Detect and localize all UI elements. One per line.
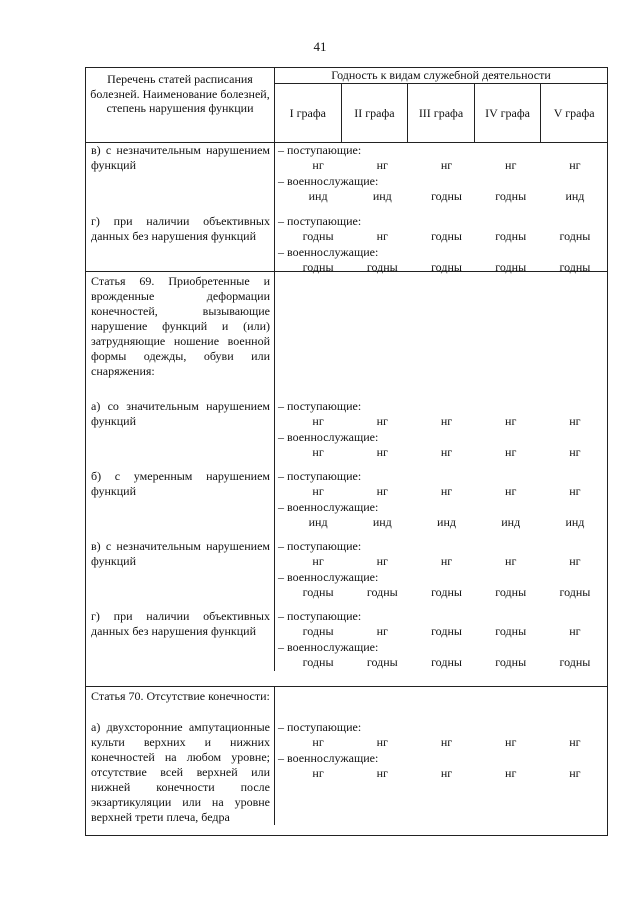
value-cell: годны <box>431 655 462 669</box>
value-cell: годны <box>302 229 334 243</box>
servicemen-label: – военнослужащие: <box>278 500 379 514</box>
value-cell: годны <box>431 189 462 203</box>
value-cell: годны <box>495 189 527 203</box>
value-cell: нг <box>376 735 388 749</box>
entrants-values <box>278 413 607 430</box>
entrants-values <box>278 228 607 245</box>
value-cell: нг <box>569 766 581 780</box>
value-cell: инд <box>308 189 328 203</box>
entrants-label: – поступающие: <box>278 539 362 553</box>
value-cell: годны <box>559 585 591 599</box>
servicemen-label: – военнослужащие: <box>278 640 379 654</box>
value-cell: инд <box>372 515 392 529</box>
value-cell: инд <box>565 189 585 203</box>
value-cell: годны <box>366 585 398 599</box>
servicemen-label: – военнослужащие: <box>278 751 379 765</box>
table-row <box>86 539 607 601</box>
value-cell: нг <box>505 554 517 568</box>
value-cell: годны <box>302 655 334 669</box>
fitness-table <box>85 67 608 836</box>
servicemen-values <box>278 765 607 782</box>
value-cell: инд <box>501 515 521 529</box>
header-column-5: V графа <box>553 105 595 120</box>
servicemen-label: – военнослужащие: <box>278 174 379 188</box>
table-section <box>86 143 607 272</box>
entrants-values <box>278 483 607 500</box>
value-cell: нг <box>569 554 581 568</box>
header-column-2: II графа <box>342 84 409 142</box>
row-description: а) со значительным нарушением функций <box>86 399 275 461</box>
value-cell: нг <box>569 624 581 638</box>
value-cell: нг <box>312 484 324 498</box>
entrants-values <box>278 157 607 174</box>
value-cell: нг <box>569 158 581 172</box>
value-cell: нг <box>312 735 324 749</box>
value-cell: нг <box>505 158 517 172</box>
row-description: г) при наличии объективных данных без нарушения функций <box>86 214 275 276</box>
value-cell: годны <box>431 624 462 638</box>
value-cell: нг <box>376 158 388 172</box>
header-list-of-articles: Перечень статей расписания болезней. Наименование болезней, степень нарушения функции <box>86 68 275 142</box>
value-cell: нг <box>376 445 388 459</box>
value-cell: годны <box>366 655 398 669</box>
header-column-1: I графа <box>275 84 342 142</box>
table-header <box>86 68 607 143</box>
value-cell: нг <box>440 414 453 428</box>
table-section <box>86 272 607 687</box>
value-cell: годны <box>495 585 527 599</box>
page-number: 41 <box>313 39 327 54</box>
table-row <box>86 609 607 671</box>
value-cell: годны <box>431 260 462 274</box>
value-cell: годны <box>431 585 462 599</box>
table-row <box>86 399 607 461</box>
servicemen-label: – военнослужащие: <box>278 570 379 584</box>
entrants-label: – поступающие: <box>278 609 362 623</box>
entrants-label: – поступающие: <box>278 720 362 734</box>
value-cell: нг <box>505 766 517 780</box>
value-cell: нг <box>376 229 388 243</box>
entrants-values <box>278 734 607 751</box>
row-description: в) с незначительным нарушением функций <box>86 143 275 205</box>
value-cell: нг <box>440 554 453 568</box>
row-description: в) с незначительным нарушением функций <box>86 539 275 601</box>
servicemen-values <box>278 584 607 601</box>
servicemen-values <box>278 444 607 461</box>
value-cell: нг <box>569 445 581 459</box>
value-cell: нг <box>505 484 517 498</box>
value-cell: нг <box>312 158 324 172</box>
entrants-values <box>278 623 607 640</box>
value-cell: нг <box>312 766 324 780</box>
value-cell: нг <box>440 735 453 749</box>
value-cell: инд <box>437 515 456 529</box>
entrants-label: – поступающие: <box>278 214 362 228</box>
value-cell: нг <box>312 554 324 568</box>
value-cell: нг <box>505 414 517 428</box>
value-cell: нг <box>440 484 453 498</box>
table-row <box>86 720 607 825</box>
value-cell: годны <box>559 260 591 274</box>
value-cell: нг <box>376 554 388 568</box>
value-cell: нг <box>505 735 517 749</box>
row-description: г) при наличии объективных данных без нарушения функций <box>86 609 275 671</box>
article-title: Статья 70. Отсутствие конечности: <box>86 687 275 704</box>
value-cell: инд <box>565 515 585 529</box>
value-cell: нг <box>376 766 388 780</box>
value-cell: нг <box>376 484 388 498</box>
value-cell: нг <box>376 624 388 638</box>
value-cell: нг <box>505 445 517 459</box>
row-description: б) с умеренным нарушением функций <box>86 469 275 531</box>
value-cell: годны <box>302 585 334 599</box>
row-description: а) двухсторонние ампутационные культи верхних и нижних конечностей на любом уровне; отсутствие всей верхней или нижней конечности после экзартикуляции или на уровне верхней трети плеча, бедра <box>86 720 275 825</box>
article-title: Статья 69. Приобретенные и врожденные деформации конечностей, вызывающие нарушение функций и (или) затрудняющие ношение военной формы одежды, обуви или снаряжения: <box>86 272 275 379</box>
servicemen-label: – военнослужащие: <box>278 430 379 444</box>
value-cell: годны <box>302 624 334 638</box>
table-section <box>86 687 607 835</box>
entrants-label: – поступающие: <box>278 143 362 157</box>
value-cell: годны <box>559 655 591 669</box>
servicemen-values <box>278 188 607 205</box>
value-cell: годны <box>302 260 334 274</box>
value-cell: нг <box>376 414 388 428</box>
entrants-label: – поступающие: <box>278 399 362 413</box>
value-cell: годны <box>366 260 398 274</box>
table-row <box>86 214 607 276</box>
entrants-values <box>278 553 607 570</box>
value-cell: годны <box>431 229 462 243</box>
value-cell: нг <box>569 414 581 428</box>
value-cell: годны <box>495 655 527 669</box>
servicemen-values <box>278 654 607 671</box>
table-row <box>86 143 607 205</box>
header-column-4: IV графа <box>475 84 542 142</box>
header-fitness-title: Годность к видам служебной деятельности <box>275 68 607 84</box>
value-cell: годны <box>495 260 527 274</box>
value-cell: нг <box>312 445 324 459</box>
value-cell: нг <box>312 414 324 428</box>
value-cell: нг <box>440 158 453 172</box>
servicemen-label: – военнослужащие: <box>278 245 379 259</box>
value-cell: годны <box>559 229 591 243</box>
servicemen-values <box>278 514 607 531</box>
value-cell: годны <box>495 624 527 638</box>
value-cell: нг <box>569 735 581 749</box>
value-cell: нг <box>569 484 581 498</box>
value-cell: инд <box>308 515 328 529</box>
value-cell: годны <box>495 229 527 243</box>
value-cell: нг <box>440 766 453 780</box>
entrants-label: – поступающие: <box>278 469 362 483</box>
value-cell: инд <box>372 189 392 203</box>
header-column-3: III графа <box>408 84 475 142</box>
value-cell: нг <box>440 445 453 459</box>
table-row <box>86 469 607 531</box>
